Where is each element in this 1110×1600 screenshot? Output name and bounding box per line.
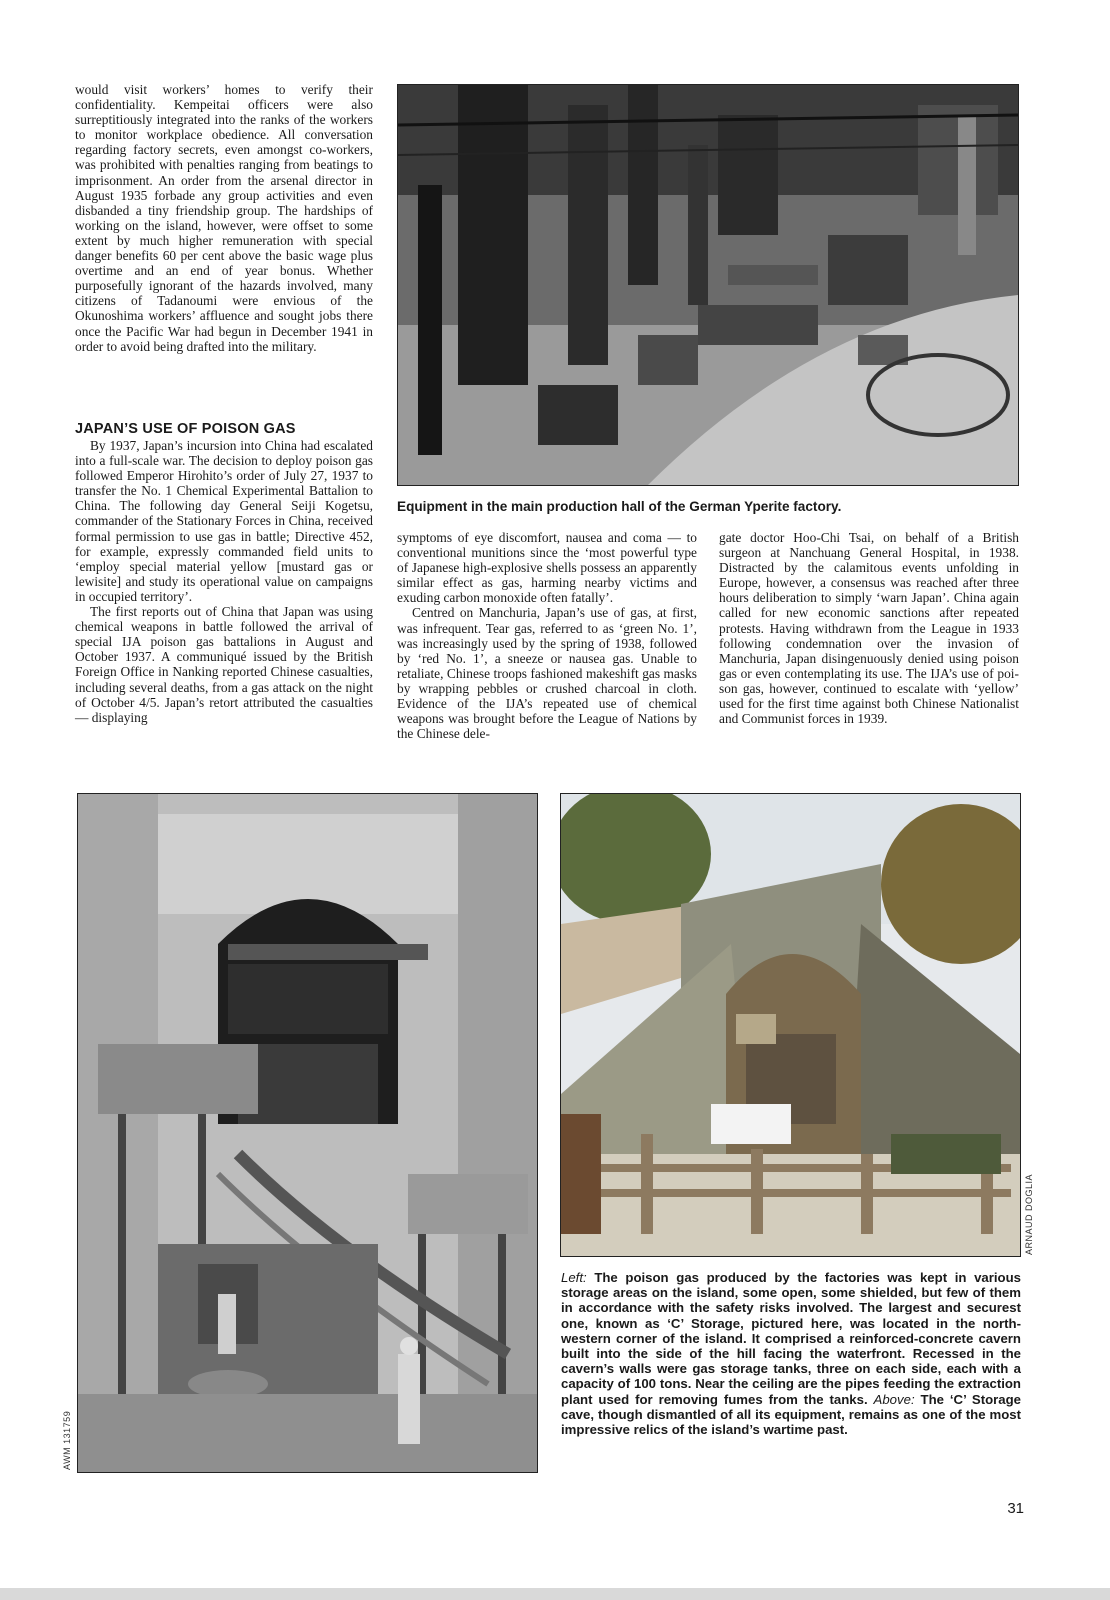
scan-edge — [0, 1588, 1110, 1600]
storage-cavern-photo — [77, 793, 538, 1473]
photo-credit: ARNAUD DOGLIA — [1024, 1173, 1034, 1255]
column-1-top-text — [75, 82, 373, 354]
paragraph: By 1937, Japan’s incursion into China had escalated into a full-scale war. The decision to deploy poison gas followed Emperor Hirohito’s order of July 27, 1937 to transfer the No. 1 Chemical Experimental Battalion to China. The following day General Seiji Kogetsu, commander of the Stationary Forces in China, received formal permission to use gas in battle; Directive 452, for example, expressly commanded field units to ‘employ special material yellow [mustard gas or lewisite] and study its operational value on campaigns in occupied territory’. — [75, 438, 373, 604]
storage-cavern-image — [78, 794, 537, 1472]
c-storage-cave-image — [561, 794, 1020, 1256]
factory-photo-caption: Equipment in the main production hall of the German Yperite factory. — [397, 499, 842, 514]
paragraph: Centred on Manchuria, Japan’s use of gas, at first, was infrequent. Tear gas, referred to as ‘green No. 1’, was increasingly used by the spring of 1938, followed by ‘red No. 1’, a sneeze or nausea gas. Unable to retaliate, Chinese troops fashioned makeshift gas masks by wrapping pebbles or crushed charcoal in cloth. Evidence of the IJA’s repeated use of chemical weapons was brought before the League of Nations by the Chinese dele- — [397, 605, 697, 742]
page-number: 31 — [1007, 1500, 1024, 1517]
column-3-text — [719, 530, 1019, 726]
caption-left-label: Left: — [561, 1270, 587, 1285]
paragraph: would visit workers’ homes to verify their confidentiality. Kempeitai officers were also surreptitiously integrated into the ranks of the workers to monitor workplace obedience. All conversation regarding factory secrets, even amongst co-workers, was prohibited with penalties ranging from beatings to imprisonment. An order from the arsenal director in August 1935 forbade any group activities and even disbanded a tiny friendship group. The hardships of working on the island, however, were offset to some extent by much higher remuneration with special danger benefits 60 per cent above the basic wage plus overtime and an end of year bonus. Whether purposefully ignorant of the hazards involved, many citizens of Tadanoumi were envious of the Okunoshima workers’ affluence and sought jobs there once the Pacific War had begun in December 1941 in order to avoid being drafted into the military. — [75, 82, 373, 354]
column-1-bottom-text — [75, 438, 373, 725]
storage-photos-caption — [561, 1270, 1021, 1437]
caption-above-text: The ‘C’ Storage cave, though dismantled of all its equipment, remains as one of the most impressive relics of the island’s wartime past. — [561, 1391, 1022, 1438]
c-storage-cave-photo — [560, 793, 1021, 1257]
factory-hall-photo — [397, 84, 1019, 486]
caption-left-text: The poison gas produced by the factories was kept in various storage areas on the island, some open, some shielded, but few of them in accordance with the safety risks involved. The largest and securest one, known as ‘C’ Storage, pictured here, was located in the north-western corner of the island. It comprised a reinforced-concrete cavern built into the side of the hill facing the waterfront. Recessed in the cavern’s walls were gas storage tanks, three on each side, each with a capacity of 100 tons. Near the ceiling are the pipes feeding the extraction plant used for removing fumes from the tanks. — [561, 1270, 1021, 1407]
paragraph: The first reports out of China that Japan was using chemical weapons in battle followed the arrival of special IJA poison gas battalions in August and October 1937. A communiqué issued by the British Foreign Office in Nanking reported Chinese casualties, including several deaths, from a gas attack on the night of October 4/5. Japan’s retort attributed the casualties — displaying — [75, 604, 373, 725]
caption-above-label: Above: — [873, 1391, 915, 1407]
awm-photo-credit: AWM 131759 — [62, 1410, 72, 1470]
section-heading: JAPAN’S USE OF POISON GAS — [75, 421, 296, 437]
paragraph: gate doctor Hoo-Chi Tsai, on behalf of a British surgeon at Nanchuang General Hospital, in 1938. Distracted by the calamitous events unfolding in Europe, however, a consensus was reached after three hours deliberation to simply ‘warn Japan’. China again called for new economic sanctions after repeated protests. Having withdrawn from the League in 1933 following condemnation over the invasion of Manchuria, Japan disingenuously denied using poison gas or even contemplating its use. The IJA’s use of poison gas, however, continued to escalate with ‘yellow’ used for the first time against both Chinese Nationalist and Communist forces in 1939. — [719, 530, 1019, 727]
factory-hall-image — [398, 85, 1018, 485]
paragraph: symptoms of eye discomfort, nausea and coma — to conventional munitions since the ‘most powerful type of Japanese high-explosive shells possess an apparently similar effect as gas, harming nearby victims and exuding carbon monoxide often fatally’. — [397, 530, 697, 606]
column-2-text — [397, 530, 697, 741]
